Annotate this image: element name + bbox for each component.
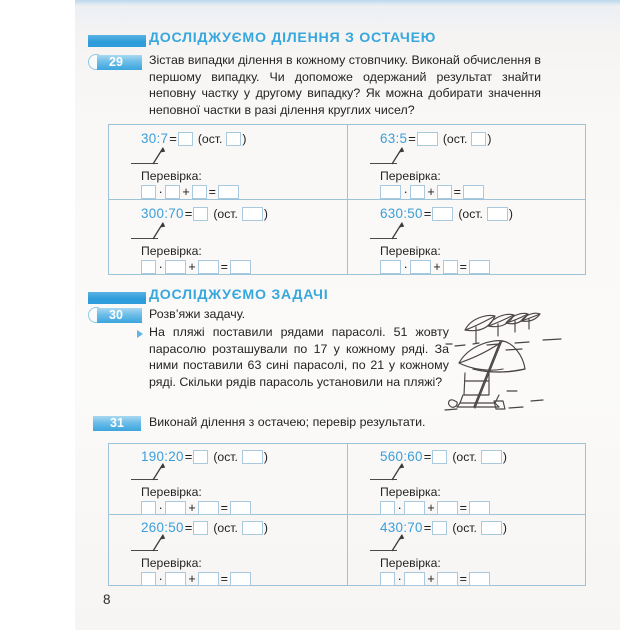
remainder-label: (ост. <box>197 131 223 146</box>
colon: : <box>164 520 169 535</box>
remainder-label: (ост. <box>452 520 477 535</box>
quotient-input[interactable] <box>193 521 208 535</box>
remainder-input[interactable] <box>242 450 263 464</box>
equals-sign: = <box>408 131 416 146</box>
remainder-label: (ост. <box>213 206 238 221</box>
equals-sign: = <box>423 520 432 535</box>
remainder-input[interactable] <box>242 521 263 535</box>
paren-close: ) <box>263 206 268 221</box>
paren-close: ) <box>242 131 247 146</box>
exercise-30-problem: На пляжі поставили рядами парасолі. 51 жовту парасолю розташували по 17 у кожному ряді. За ними поставили 63 сині парасолі, по 21 у кожному ряді. Скільки рядів парасоль установили на пляжі? <box>149 325 449 389</box>
check-label-8: Перевірка: <box>380 556 441 570</box>
check-factor-a[interactable] <box>380 185 401 199</box>
table-29-cell-4 <box>348 200 586 274</box>
bullet-triangle-icon <box>137 330 143 338</box>
multiply-sign: · <box>158 259 163 274</box>
dividend: 190 <box>141 449 165 464</box>
dividend: 300 <box>141 206 165 221</box>
colon: : <box>403 520 408 535</box>
plus-sign: + <box>188 500 196 515</box>
badge-number: 31 <box>110 416 124 430</box>
exercise-31-text: Виконай ділення з остачею; перевір результати. <box>149 415 426 429</box>
check-result[interactable] <box>230 260 251 274</box>
check-result[interactable] <box>218 185 239 199</box>
paren-close: ) <box>263 520 268 535</box>
table-29 <box>108 124 586 275</box>
multiply-sign: · <box>158 571 163 586</box>
check-label-6: Перевірка: <box>380 485 441 499</box>
remainder-label: (ост. <box>452 449 477 464</box>
multiply-sign: · <box>397 571 402 586</box>
division-expression-3 <box>141 206 268 221</box>
check-equation-3 <box>141 259 251 274</box>
check-factor-a[interactable] <box>141 572 156 586</box>
check-equation-4 <box>380 259 490 274</box>
check-equation-1 <box>141 184 239 199</box>
table-31-cell-4 <box>348 515 586 585</box>
equals-sign: = <box>459 259 467 274</box>
check-addend[interactable] <box>198 260 219 274</box>
exercise-30-text: Розв’яжи задачу. <box>149 307 246 321</box>
check-addend[interactable] <box>437 185 452 199</box>
check-label-3: Перевірка: <box>141 244 202 258</box>
table-31-cell-1 <box>109 444 347 514</box>
multiply-sign: · <box>403 184 408 199</box>
check-factor-a[interactable] <box>141 185 156 199</box>
check-factor-a[interactable] <box>380 572 395 586</box>
remainder-label: (ост. <box>213 449 238 464</box>
check-result[interactable] <box>469 501 490 515</box>
check-result[interactable] <box>230 501 251 515</box>
remainder-input[interactable] <box>226 132 241 146</box>
dividend: 63 <box>380 131 396 146</box>
dividend: 30 <box>141 131 157 146</box>
quotient-input[interactable] <box>432 207 453 221</box>
table-31-cell-3 <box>109 515 347 585</box>
section-title: ДОСЛІДЖУЄМО ЗАДАЧІ <box>149 287 329 303</box>
dividend: 260 <box>141 520 165 535</box>
check-factor-a[interactable] <box>141 260 156 274</box>
table-29-cell-1 <box>109 125 347 199</box>
division-expression-4 <box>380 206 513 221</box>
check-label-4: Перевірка: <box>380 244 441 258</box>
check-equation-5 <box>141 500 251 515</box>
table-31 <box>108 443 586 586</box>
plus-sign: + <box>433 259 441 274</box>
dividend: 430 <box>380 520 404 535</box>
paren-close: ) <box>502 449 507 464</box>
equals-sign: = <box>459 500 467 515</box>
check-result[interactable] <box>469 572 490 586</box>
colon: : <box>164 206 169 221</box>
remainder-input[interactable] <box>487 207 508 221</box>
arrow-up-icon <box>390 220 406 240</box>
multiply-sign: · <box>397 500 402 515</box>
remainder-input[interactable] <box>481 450 502 464</box>
equals-sign: = <box>423 206 432 221</box>
plus-sign: + <box>427 571 435 586</box>
check-equation-7 <box>141 571 251 586</box>
paren-close: ) <box>487 131 492 146</box>
check-factor-b[interactable] <box>410 260 431 274</box>
dividend: 560 <box>380 449 404 464</box>
table-31-cell-2 <box>348 444 586 514</box>
table-29-cell-3 <box>109 200 347 274</box>
plus-sign: + <box>188 571 196 586</box>
arrow-up-icon <box>390 461 406 481</box>
check-factor-b[interactable] <box>404 572 425 586</box>
equals-sign: = <box>423 449 432 464</box>
dividend: 630 <box>380 206 404 221</box>
paper-sheet <box>75 0 620 630</box>
paren-close: ) <box>263 449 268 464</box>
section-bar <box>88 35 146 47</box>
remainder-input[interactable] <box>481 521 502 535</box>
colon: : <box>403 449 408 464</box>
division-expression-2 <box>380 131 491 146</box>
divisor: 50 <box>407 206 423 221</box>
check-equation-6 <box>380 500 490 515</box>
section-bar <box>88 292 146 304</box>
divisor: 70 <box>407 520 423 535</box>
quotient-input[interactable] <box>193 207 208 221</box>
check-label-2: Перевірка: <box>380 169 441 183</box>
equals-sign: = <box>459 571 467 586</box>
division-expression-1 <box>141 131 246 146</box>
check-factor-b[interactable] <box>165 501 186 515</box>
quotient-input[interactable] <box>178 132 193 146</box>
badge-number: 29 <box>109 55 123 69</box>
check-addend[interactable] <box>192 185 207 199</box>
remainder-label: (ост. <box>442 131 468 146</box>
divisor: 5 <box>399 131 408 146</box>
multiply-sign: · <box>158 500 163 515</box>
check-equation-8 <box>380 571 490 586</box>
plus-sign: + <box>427 500 435 515</box>
divisor: 7 <box>160 131 169 146</box>
divisor: 50 <box>168 520 184 535</box>
check-factor-a[interactable] <box>380 501 395 515</box>
arrow-up-icon <box>151 145 167 165</box>
check-addend[interactable] <box>437 501 458 515</box>
check-result[interactable] <box>469 260 490 274</box>
divisor: 20 <box>168 449 184 464</box>
page-content <box>75 0 620 630</box>
arrow-up-icon <box>390 145 406 165</box>
equals-sign: = <box>453 184 461 199</box>
check-factor-b[interactable] <box>410 185 425 199</box>
plus-sign: + <box>182 184 190 199</box>
remainder-label: (ост. <box>458 206 483 221</box>
equals-sign: = <box>220 500 228 515</box>
quotient-input[interactable] <box>432 521 447 535</box>
check-addend[interactable] <box>198 572 219 586</box>
badge-number: 30 <box>109 308 123 322</box>
exercise-badge-30 <box>88 307 150 324</box>
plus-sign: + <box>427 184 435 199</box>
equals-sign: = <box>184 449 193 464</box>
remainder-label: (ост. <box>213 520 238 535</box>
check-result[interactable] <box>463 185 484 199</box>
multiply-sign: · <box>158 184 163 199</box>
check-factor-b[interactable] <box>165 572 186 586</box>
arrow-up-icon <box>151 461 167 481</box>
exercise-badge-31 <box>93 415 155 432</box>
check-factor-a[interactable] <box>141 501 156 515</box>
check-factor-b[interactable] <box>404 501 425 515</box>
quotient-input[interactable] <box>417 132 438 146</box>
colon: : <box>403 206 408 221</box>
arrow-up-icon <box>151 220 167 240</box>
paren-close: ) <box>508 206 513 221</box>
equals-sign: = <box>169 131 177 146</box>
check-result[interactable] <box>230 572 251 586</box>
beach-umbrellas-illustration <box>443 303 615 421</box>
section-title: ДОСЛІДЖУЄМО ДІЛЕННЯ З ОСТАЧЕЮ <box>149 30 437 46</box>
check-factor-b[interactable] <box>165 260 186 274</box>
equals-sign: = <box>184 520 193 535</box>
quotient-input[interactable] <box>193 450 208 464</box>
colon: : <box>164 449 169 464</box>
page-number: 8 <box>103 592 111 607</box>
colon: : <box>156 131 161 146</box>
check-addend[interactable] <box>443 260 458 274</box>
check-label-5: Перевірка: <box>141 485 202 499</box>
plus-sign: + <box>188 259 196 274</box>
check-equation-2 <box>380 184 484 199</box>
table-29-cell-2 <box>348 125 586 199</box>
equals-sign: = <box>208 184 216 199</box>
quotient-input[interactable] <box>432 450 447 464</box>
exercise-29-text: Зістав випадки ділення в кожному стовпчику. Виконай обчислення в першому випадку. Чи допоможе одержаний результат знайти неповну частку у другому випадку? Як можна добирати значення неповної частки в разі ділення круглих чисел? <box>149 53 541 117</box>
equals-sign: = <box>220 571 228 586</box>
check-addend[interactable] <box>198 501 219 515</box>
check-factor-b[interactable] <box>165 185 180 199</box>
exercise-badge-29 <box>88 54 150 71</box>
colon: : <box>395 131 400 146</box>
check-factor-a[interactable] <box>380 260 401 274</box>
equals-sign: = <box>184 206 193 221</box>
check-label-1: Перевірка: <box>141 169 202 183</box>
check-addend[interactable] <box>437 572 458 586</box>
arrow-up-icon <box>390 532 406 552</box>
paren-close: ) <box>502 520 507 535</box>
remainder-input[interactable] <box>471 132 486 146</box>
arrow-up-icon <box>151 532 167 552</box>
check-label-7: Перевірка: <box>141 556 202 570</box>
divisor: 60 <box>407 449 423 464</box>
divisor: 70 <box>168 206 184 221</box>
remainder-input[interactable] <box>242 207 263 221</box>
multiply-sign: · <box>403 259 408 274</box>
equals-sign: = <box>220 259 228 274</box>
